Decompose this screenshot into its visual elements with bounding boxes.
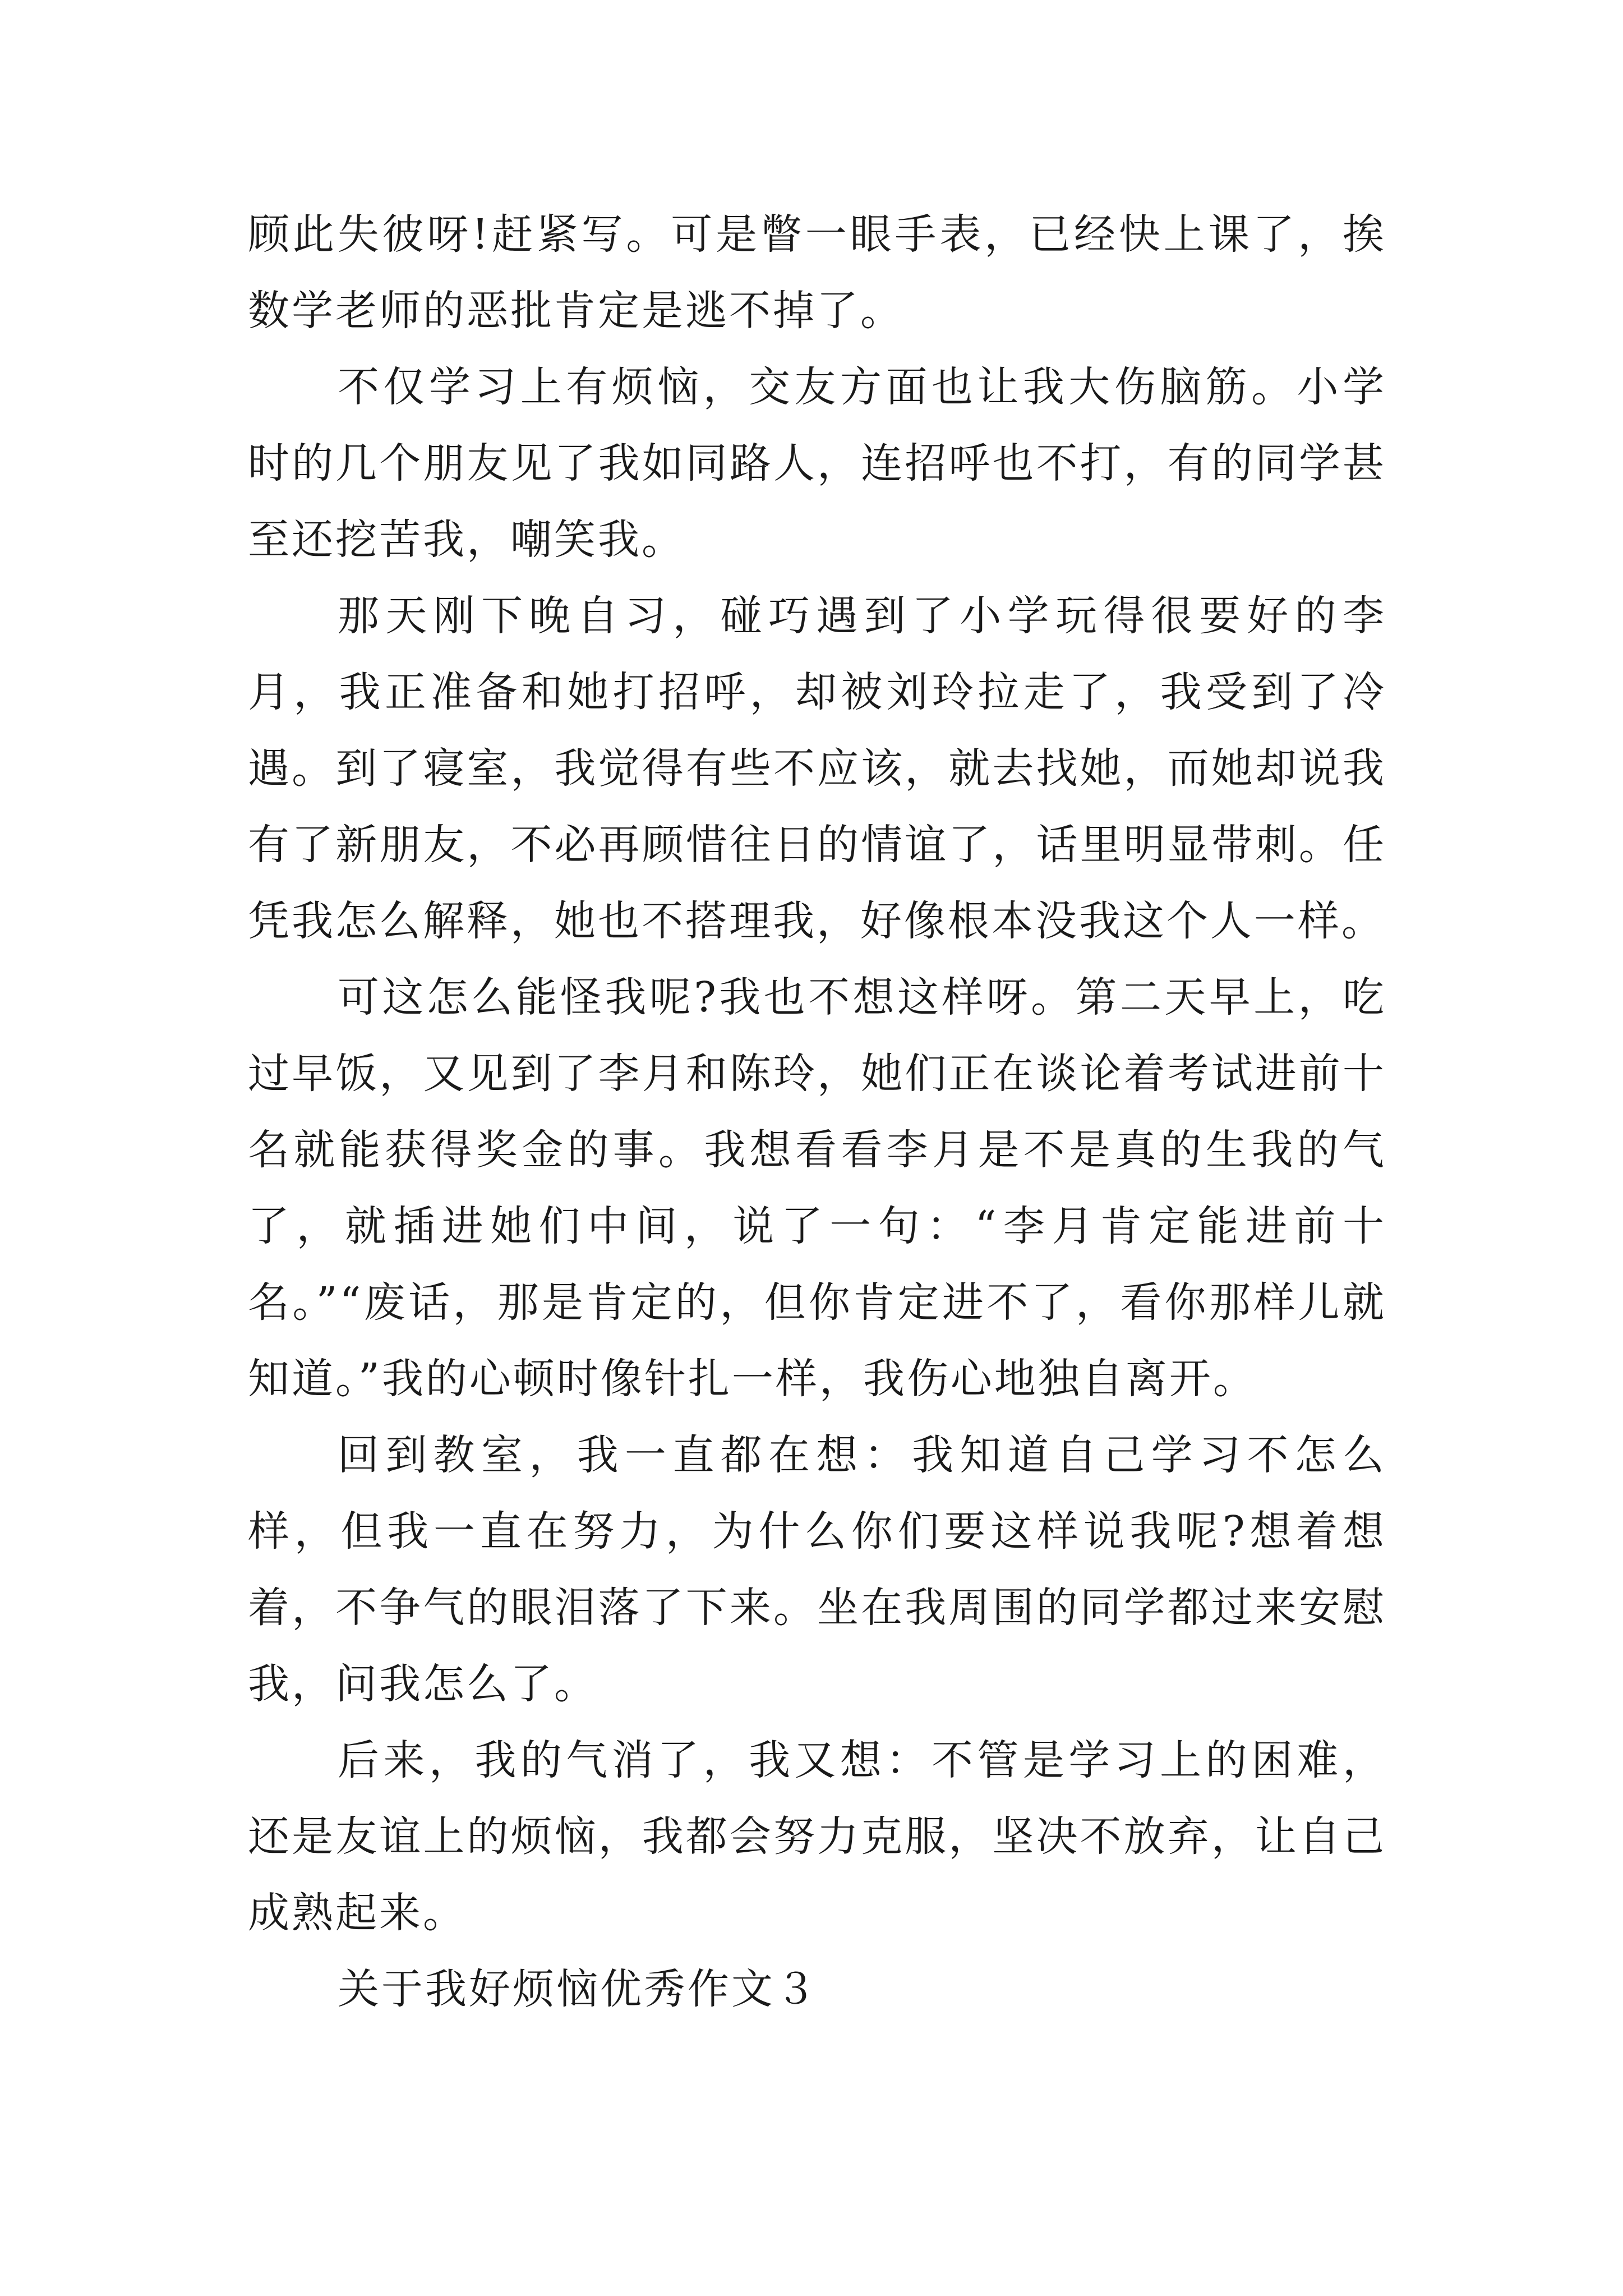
- paragraph-1: 顾此失彼呀!赶紧写。可是瞥一眼手表，已经快上课了，挨数学老师的恶批肯定是逃不掉了。: [248, 210, 1386, 335]
- paragraph-6: 后来，我的气消了，我又想：不管是学习上的困难，还是友谊上的烦恼，我都会努力克服，坚决不放弃，让自己成熟起来。: [248, 1736, 1386, 1937]
- paragraph-3: 那天刚下晚自习，碰巧遇到了小学玩得很要好的李月，我正准备和她打招呼，却被刘玲拉走了，我受到了冷遇。到了寝室，我觉得有些不应该，就去找她，而她却说我有了新朋友，不必再顾惜往日的情谊了，话里明显带刺。任凭我怎么解释，她也不搭理我，好像根本没我这个人一样。: [248, 592, 1386, 945]
- essay-body: [248, 196, 1386, 2027]
- paragraph-5: 回到教室，我一直都在想：我知道自己学习不怎么样，但我一直在努力，为什么你们要这样说我呢?想着想着，不争气的眼泪落了下来。坐在我周围的同学都过来安慰我，问我怎么了。: [248, 1431, 1386, 1708]
- paragraph-4: 可这怎么能怪我呢?我也不想这样呀。第二天早上，吃过早饭，又见到了李月和陈玲，她们正在谈论着考试进前十名就能获得奖金的事。我想看看李月是不是真的生我的气了，就插进她们中间，说了一句：“李月肯定能进前十名。”“废话，那是肯定的，但你肯定进不了，看你那样儿就知道。”我的心顿时像针扎一样，我伤心地独自离开。: [248, 973, 1386, 1403]
- paragraph-2: 不仅学习上有烦恼，交友方面也让我大伤脑筋。小学时的几个朋友见了我如同路人，连招呼也不打，有的同学甚至还挖苦我，嘲笑我。: [248, 363, 1386, 564]
- section-heading: 关于我好烦恼优秀作文３: [338, 1965, 819, 2013]
